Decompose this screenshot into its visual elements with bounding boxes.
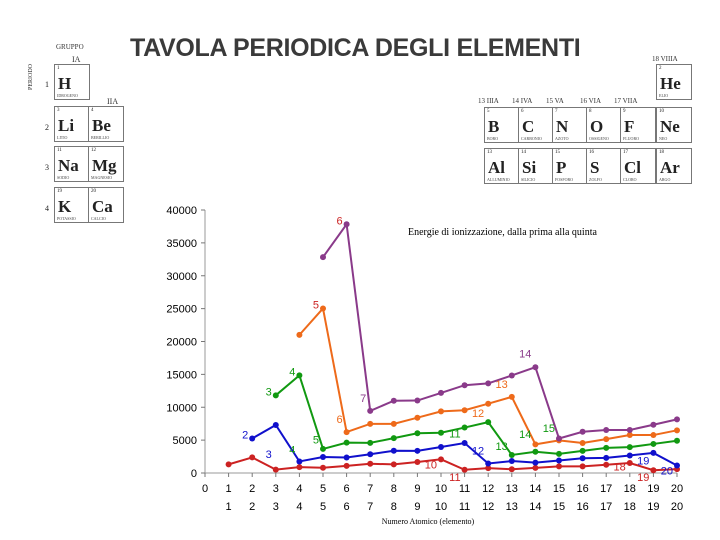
- data-point-series-3: [367, 440, 373, 446]
- x-tick-label-secondary: 20: [670, 501, 684, 513]
- element-symbol: Cl: [624, 158, 641, 177]
- x-tick-label: 10: [434, 483, 448, 495]
- element-symbol: N: [556, 117, 569, 136]
- data-point-series-4: [414, 415, 420, 421]
- data-point-series-1: [344, 463, 350, 469]
- data-point-series-5: [580, 429, 586, 435]
- period-header: PERIODO: [28, 63, 34, 90]
- data-point-series-4: [462, 407, 468, 413]
- group-iia-header: IIA: [107, 97, 119, 106]
- data-point-series-1: [438, 456, 444, 462]
- data-point-series-2: [344, 455, 350, 461]
- element-name: ARGO: [659, 177, 671, 182]
- data-point-series-4: [603, 436, 609, 442]
- x-tick-label-secondary: 10: [434, 501, 448, 513]
- data-label: 12: [471, 445, 485, 458]
- element-name: IDROGENO: [57, 93, 78, 98]
- element-symbol: Al: [488, 158, 505, 177]
- x-tick-label: 20: [670, 483, 684, 495]
- atomic-number: 6: [521, 109, 524, 114]
- data-point-series-1: [414, 459, 420, 465]
- data-label: 20: [660, 465, 673, 478]
- atomic-number: 20: [91, 189, 96, 194]
- data-point-series-5: [674, 416, 680, 422]
- y-tick-label: 15000: [166, 369, 197, 382]
- atomic-number: 19: [57, 189, 62, 194]
- data-point-series-2: [556, 457, 562, 463]
- data-point-series-1: [249, 454, 255, 460]
- data-point-series-3: [580, 448, 586, 454]
- x-tick-label-secondary: 18: [623, 501, 636, 513]
- data-point-series-2: [462, 440, 468, 446]
- data-point-series-5: [462, 382, 468, 388]
- data-point-series-4: [438, 408, 444, 414]
- data-label: 13: [495, 440, 508, 453]
- x-tick-label-secondary: 5: [319, 501, 327, 513]
- element-symbol: Ca: [92, 197, 113, 216]
- data-label: 5: [312, 299, 319, 312]
- data-point-series-5: [344, 221, 350, 227]
- data-point-series-1: [367, 461, 373, 467]
- data-point-series-5: [320, 254, 326, 260]
- data-point-series-2: [438, 444, 444, 450]
- x-tick-label: 18: [623, 483, 636, 495]
- data-point-series-5: [367, 408, 373, 414]
- x-tick-label: 6: [343, 483, 350, 495]
- data-point-series-3: [414, 430, 420, 436]
- element-name: FOSFORO: [555, 177, 574, 182]
- atomic-number: 1: [57, 66, 60, 71]
- data-point-series-3: [532, 449, 538, 455]
- data-label: 2: [242, 429, 249, 442]
- element-symbol: Li: [58, 116, 75, 135]
- data-label: 4: [289, 444, 296, 457]
- element-symbol: P: [556, 158, 567, 177]
- element-name: ELIO: [659, 93, 669, 98]
- data-point-series-5: [414, 398, 420, 404]
- data-label: 10: [424, 459, 437, 472]
- data-point-series-3: [650, 441, 656, 447]
- data-point-series-2: [249, 435, 255, 441]
- data-label: 19: [637, 455, 650, 468]
- x-tick-label-secondary: 7: [367, 501, 374, 513]
- data-point-series-5: [509, 372, 515, 378]
- data-point-series-1: [296, 464, 302, 470]
- data-point-series-3: [344, 440, 350, 446]
- data-label: 12: [471, 408, 485, 421]
- element-symbol: Si: [522, 158, 537, 177]
- data-label: 13: [495, 379, 508, 392]
- element-symbol: Ne: [660, 117, 680, 136]
- data-label: 5: [312, 434, 319, 447]
- element-name: MAGNESIO: [91, 175, 113, 180]
- x-axis-label: Numero Atomico (elemento): [381, 517, 475, 526]
- x-tick-label: 12: [482, 483, 495, 495]
- data-point-series-1: [603, 462, 609, 468]
- data-point-series-2: [485, 460, 491, 466]
- element-symbol: O: [590, 117, 604, 136]
- x-tick-label-secondary: 6: [343, 501, 350, 513]
- x-tick-label: 1: [225, 483, 232, 495]
- data-point-series-2: [509, 458, 515, 464]
- group-header-viiia: 18 VIIIA: [652, 55, 678, 63]
- data-point-series-3: [438, 430, 444, 436]
- y-tick-label: 10000: [166, 402, 197, 415]
- element-symbol: H: [58, 74, 72, 93]
- atomic-number: 7: [555, 109, 558, 114]
- x-tick-label: 8: [390, 483, 397, 495]
- data-label: 18: [613, 461, 626, 474]
- element-name: NEO: [659, 136, 668, 141]
- x-tick-label: 15: [552, 483, 566, 495]
- x-tick-label-secondary: 19: [647, 501, 660, 513]
- x-tick-label: 17: [600, 483, 613, 495]
- element-symbol: B: [488, 117, 500, 136]
- element-name: OSSIGENO: [589, 136, 609, 141]
- y-tick-label: 0: [190, 468, 197, 480]
- data-point-series-1: [320, 465, 326, 471]
- data-point-series-2: [627, 452, 633, 458]
- group-header-via: 16 VIA: [580, 97, 602, 105]
- x-tick-label: 0: [201, 483, 209, 495]
- x-tick-label: 13: [505, 483, 518, 495]
- atomic-number: 18: [659, 150, 664, 155]
- y-tick-label: 40000: [166, 205, 197, 217]
- x-tick-label-secondary: 13: [505, 501, 518, 513]
- data-point-series-3: [391, 435, 397, 441]
- page-title: TAVOLA PERIODICA DEGLI ELEMENTI: [130, 34, 581, 62]
- atomic-number: 16: [589, 150, 594, 155]
- atomic-number: 8: [589, 109, 592, 114]
- atomic-number: 5: [487, 109, 490, 114]
- data-point-series-5: [603, 427, 609, 433]
- data-point-series-2: [367, 451, 373, 457]
- data-point-series-4: [296, 332, 302, 338]
- element-symbol: Ar: [660, 158, 680, 177]
- data-point-series-3: [556, 451, 562, 457]
- x-tick-label-secondary: 9: [414, 501, 421, 513]
- data-label: 19: [637, 471, 650, 484]
- x-tick-label-secondary: 1: [225, 501, 232, 513]
- group-header-viia: 17 VIIA: [614, 97, 638, 105]
- x-tick-label-secondary: 11: [458, 501, 471, 513]
- element-symbol: Na: [58, 156, 79, 175]
- x-tick-label-secondary: 14: [529, 501, 542, 513]
- x-tick-label-secondary: 17: [600, 501, 613, 513]
- x-tick-label: 2: [249, 483, 256, 495]
- data-point-series-1: [509, 466, 515, 472]
- x-tick-label: 3: [272, 483, 279, 495]
- data-point-series-3: [509, 452, 515, 458]
- data-point-series-1: [391, 461, 397, 467]
- row-number: 3: [45, 163, 49, 172]
- element-symbol: S: [590, 158, 600, 177]
- atomic-number: 17: [623, 150, 628, 155]
- data-point-series-1: [226, 461, 232, 467]
- data-point-series-2: [320, 454, 326, 460]
- data-label: 3: [265, 386, 272, 399]
- x-tick-label: 7: [367, 483, 374, 495]
- element-symbol: C: [522, 117, 535, 136]
- data-point-series-2: [650, 450, 656, 456]
- element-symbol: F: [624, 117, 635, 136]
- data-point-series-3: [320, 446, 326, 452]
- row-number: 1: [45, 80, 49, 89]
- data-point-series-4: [320, 305, 326, 311]
- data-point-series-3: [674, 438, 680, 444]
- data-point-series-1: [532, 465, 538, 471]
- data-point-series-3: [603, 445, 609, 451]
- data-label: 11: [449, 428, 461, 441]
- element-name: AZOTO: [555, 136, 569, 141]
- data-point-series-5: [485, 380, 491, 386]
- data-point-series-3: [296, 372, 302, 378]
- data-label: 6: [336, 414, 343, 427]
- data-point-series-3: [462, 425, 468, 431]
- data-point-series-2: [674, 462, 680, 468]
- data-point-series-4: [532, 441, 538, 447]
- element-symbol: K: [58, 197, 72, 216]
- group-ia-header: IA: [72, 55, 81, 64]
- element-symbol: Mg: [92, 156, 117, 175]
- data-point-series-5: [532, 364, 538, 370]
- row-number: 4: [45, 204, 49, 213]
- data-point-series-4: [485, 401, 491, 407]
- data-label: 14: [519, 348, 532, 361]
- data-point-series-5: [627, 427, 633, 433]
- data-label: 7: [360, 392, 367, 405]
- group-header-va: 15 VA: [546, 97, 564, 105]
- data-point-series-4: [674, 427, 680, 433]
- y-tick-label: 30000: [166, 270, 197, 283]
- atomic-number: 15: [555, 150, 560, 155]
- row-number: 2: [45, 123, 49, 132]
- element-symbol: He: [660, 74, 681, 93]
- data-point-series-2: [296, 458, 302, 464]
- element-name: FLUORO: [623, 136, 640, 141]
- atomic-number: 14: [521, 150, 526, 155]
- x-tick-label: 5: [319, 483, 327, 495]
- data-point-series-5: [556, 435, 562, 441]
- chart-title: Energie di ionizzazione, dalla prima alla quinta: [408, 227, 597, 238]
- x-tick-label-secondary: 2: [249, 501, 256, 513]
- data-point-series-5: [438, 390, 444, 396]
- element-name: LITIO: [57, 135, 68, 140]
- data-label: 3: [265, 448, 272, 461]
- x-tick-label-secondary: 12: [482, 501, 495, 513]
- data-point-series-2: [532, 460, 538, 466]
- data-label: 11: [449, 471, 461, 484]
- atomic-number: 13: [487, 150, 492, 155]
- x-tick-label: 4: [296, 483, 303, 495]
- element-name: POTASSIO: [57, 216, 76, 221]
- data-point-series-3: [485, 419, 491, 425]
- data-point-series-3: [627, 444, 633, 450]
- y-tick-label: 35000: [166, 237, 197, 250]
- data-point-series-4: [580, 440, 586, 446]
- x-tick-label-secondary: 16: [576, 501, 589, 513]
- y-tick-label: 25000: [166, 303, 197, 316]
- x-tick-label-secondary: 4: [296, 501, 303, 513]
- data-point-series-5: [650, 422, 656, 428]
- atomic-number: 11: [57, 148, 62, 153]
- data-point-series-2: [414, 448, 420, 454]
- data-point-series-4: [344, 429, 350, 435]
- x-tick-label: 19: [647, 483, 660, 495]
- atomic-number: 2: [659, 66, 662, 71]
- data-point-series-4: [650, 432, 656, 438]
- data-point-series-2: [603, 455, 609, 461]
- element-name: SILICIO: [521, 177, 536, 182]
- y-tick-label: 5000: [172, 435, 197, 448]
- data-point-series-1: [273, 467, 279, 473]
- data-point-series-2: [391, 448, 397, 454]
- data-point-series-4: [367, 421, 373, 427]
- atomic-number: 12: [91, 148, 96, 153]
- y-tick-label: 20000: [166, 336, 197, 349]
- x-tick-label-secondary: 3: [272, 501, 279, 513]
- element-name: BORO: [487, 136, 499, 141]
- data-label: 4: [289, 366, 296, 379]
- element-name: SODIO: [57, 175, 70, 180]
- data-point-series-1: [650, 467, 656, 473]
- x-tick-label: 11: [458, 483, 471, 495]
- element-name: ZOLFO: [589, 177, 602, 182]
- x-tick-label-secondary: 15: [552, 501, 566, 513]
- x-tick-label: 9: [414, 483, 421, 495]
- element-name: CLORO: [623, 177, 637, 182]
- atomic-number: 3: [57, 108, 60, 113]
- data-point-series-4: [391, 421, 397, 427]
- data-point-series-2: [580, 455, 586, 461]
- group-header-iiia: 13 IIIA: [478, 97, 499, 105]
- data-label: 15: [542, 423, 555, 436]
- element-name: CALCIO: [91, 216, 106, 221]
- data-point-series-1: [556, 463, 562, 469]
- element-name: ALLUMINIO: [487, 177, 510, 182]
- data-point-series-3: [273, 392, 279, 398]
- group-header: GRUPPO: [56, 43, 84, 51]
- data-point-series-1: [462, 467, 468, 473]
- data-point-series-1: [627, 460, 633, 466]
- atomic-number: 9: [623, 109, 626, 114]
- data-point-series-2: [273, 422, 279, 428]
- atomic-number: 10: [659, 109, 664, 114]
- atomic-number: 4: [91, 108, 94, 113]
- x-tick-label-secondary: 8: [390, 501, 397, 513]
- data-label: 6: [336, 215, 343, 228]
- group-header-iva: 14 IVA: [512, 97, 533, 105]
- x-tick-label: 16: [576, 483, 589, 495]
- data-point-series-5: [391, 398, 397, 404]
- element-name: CARBONIO: [521, 136, 542, 141]
- element-name: BERILLIO: [91, 135, 110, 140]
- data-point-series-4: [509, 394, 515, 400]
- x-tick-label: 14: [529, 483, 542, 495]
- element-symbol: Be: [92, 116, 111, 135]
- data-label: 14: [519, 429, 532, 442]
- data-point-series-1: [580, 463, 586, 469]
